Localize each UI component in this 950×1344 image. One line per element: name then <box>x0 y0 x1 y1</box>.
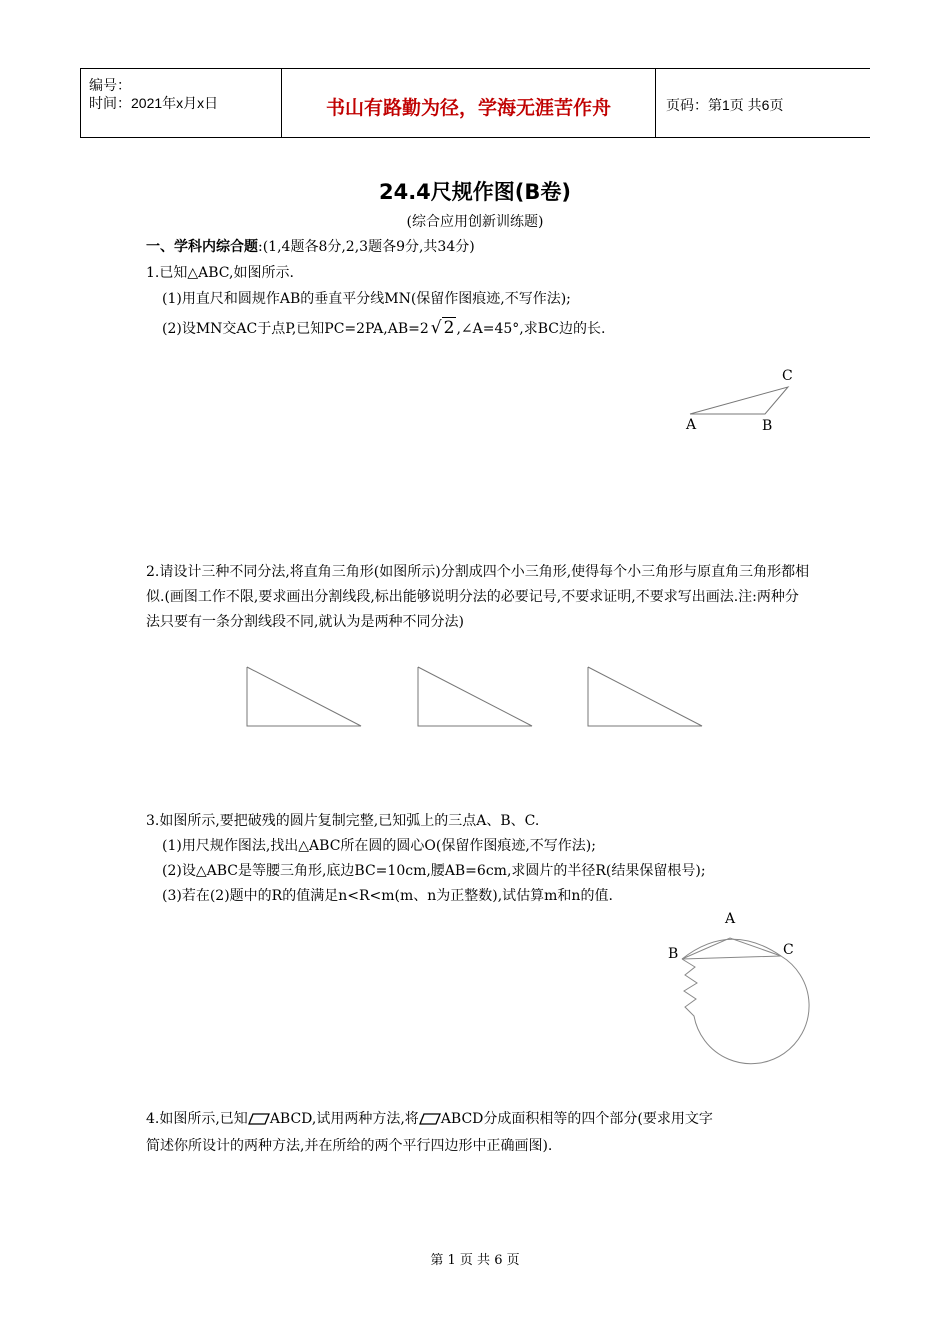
page-footer: 第 1 页 共 6 页 <box>430 1253 520 1268</box>
q4-line2: 简述你所设计的两种方法,并在所给的两个平行四边形中正确画图). <box>146 1138 553 1154</box>
time-label: 时间：2021年x月x日 <box>89 95 219 111</box>
q2-text: 2.请设计三种不同分法,将直角三角形(如图所示)分割成四个小三角形,使得每个小三角形与原直角三角形都相似.(画图工作不限,要求画出分割线段,标出能够说明分法的必要记号,不要求证明,不要求写出画法.注:两种分法只要有一条分割线段不同,就认为是两种不同分法) <box>146 564 810 630</box>
q1-part2 <box>162 318 605 338</box>
q4-line1-c: ABCD分成面积相等的四个部分(要求用文字 <box>440 1111 713 1127</box>
section-heading-line <box>146 236 475 256</box>
q4-line1-b: ABCD,试用两种方法,将 <box>269 1111 419 1127</box>
q3-part1: (1)用尺规作图法,找出△ABC所在圆的圆心O(保留作图痕迹,不写作法); <box>162 838 596 854</box>
page-title: 24.4尺规作图(B卷) <box>378 180 571 204</box>
q4-line1-a: 4.如图所示,已知 <box>146 1111 248 1127</box>
sqrt-symbol: √ 2 <box>430 318 455 338</box>
q1-label-a: A <box>686 417 697 433</box>
q1-stem: 1.已知△ABC,如图所示. <box>146 265 294 281</box>
section-note: :(1,4题各8分,2,3题各9分,共34分) <box>258 239 475 255</box>
q2-right-triangle-1 <box>246 666 366 728</box>
page-info: 页码：第1页 共6页 <box>666 97 784 113</box>
triangle-abc <box>690 387 788 414</box>
number-label: 编号： <box>89 77 131 93</box>
q3-label-a: A <box>725 911 736 927</box>
broken-disc-outline <box>682 956 809 1064</box>
header-middle-cell <box>281 69 656 137</box>
q1-part2-before: (2)设MN交AC于点P,已知PC=2PA,AB=2 <box>162 321 429 337</box>
q3-label-b: B <box>668 946 679 962</box>
parallelogram-icon <box>419 1113 441 1125</box>
page-subtitle: (综合应用创新训练题) <box>406 214 544 230</box>
sqrt-radicand: 2 <box>443 318 455 338</box>
q2-right-triangle-3 <box>587 666 707 728</box>
q1-part2-after: ,∠A=45°,求BC边的长. <box>456 321 606 337</box>
q1-label-b: B <box>762 418 773 434</box>
q3-part2: (2)设△ABC是等腰三角形,底边BC=10cm,腰AB=6cm,求圆片的半径R(结果保留根号); <box>162 863 706 879</box>
q2-right-triangle-2 <box>417 666 537 728</box>
q1-label-c: C <box>782 368 793 384</box>
q3-label-c: C <box>783 942 794 958</box>
q1-part1: (1)用直尺和圆规作AB的垂直平分线MN(保留作图痕迹,不写作法); <box>162 291 571 307</box>
q4-line1 <box>146 1108 713 1128</box>
q3-broken-disc-figure <box>670 925 800 1055</box>
header-left-cell <box>80 69 281 137</box>
parallelogram-icon <box>248 1113 270 1125</box>
section-heading: 一、学科内综合题 <box>146 239 258 255</box>
q3-stem: 3.如图所示,要把破残的圆片复制完整,已知弧上的三点A、B、C. <box>146 813 540 829</box>
q3-part3: (3)若在(2)题中的R的值满足n<R<m(m、n为正整数),试估算m和n的值. <box>162 888 613 904</box>
motto: 书山有路勤为径，学海无涯苦作舟 <box>325 97 611 119</box>
header-table <box>80 68 870 138</box>
header-right-cell <box>656 69 870 137</box>
